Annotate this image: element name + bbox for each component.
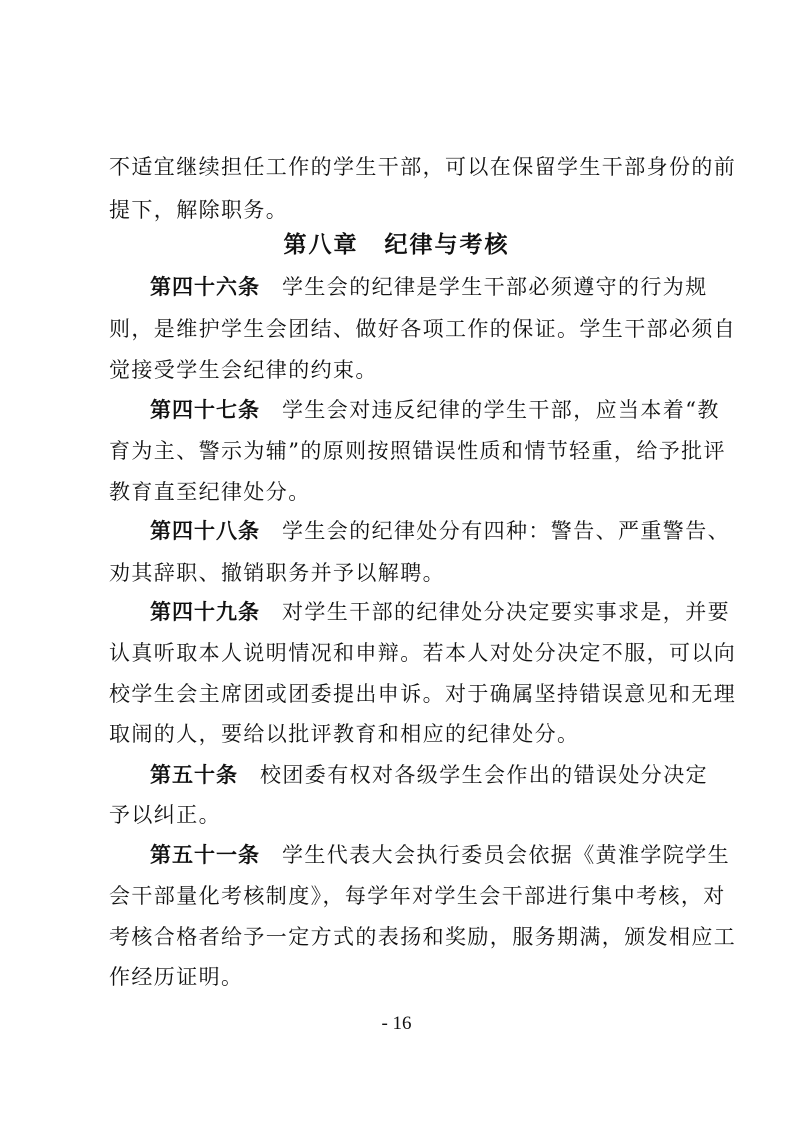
- intro-line-1: 不适宜继续担任工作的学生干部，可以在保留学生干部身份的前: [109, 155, 737, 179]
- chapter-number: 第八章: [283, 232, 359, 258]
- page-number: - 16: [381, 1013, 412, 1034]
- article-47-line-2: 育为主、警示为辅”的原则按照错误性质和情节轻重，给予批评: [109, 439, 726, 463]
- article-text: 学生会的纪律处分有四种：警告、严重警告、: [282, 519, 730, 543]
- article-text: 学生会的纪律是学生干部必须遵守的行为规: [282, 275, 708, 299]
- intro-line-2: 提下，解除职务。: [109, 198, 289, 222]
- article-text: 对学生干部的纪律处分决定要实事求是，并要: [282, 600, 730, 624]
- article-48-line-1: [150, 516, 730, 546]
- article-50-line-1: [150, 760, 708, 790]
- article-51-line-1: [150, 840, 730, 870]
- article-50-line-2: 予以纠正。: [109, 803, 221, 827]
- article-49-line-2: 认真听取本人说明情况和申辩。若本人对处分决定不服，可以向: [109, 641, 737, 665]
- article-label: 第五十一条: [150, 843, 260, 867]
- article-label: 第四十六条: [150, 275, 260, 299]
- article-49-line-1: [150, 597, 730, 627]
- article-46-line-1: [150, 272, 708, 302]
- article-label: 第四十七条: [150, 398, 260, 422]
- article-51-line-2: 会干部量化考核制度》，每学年对学生会干部进行集中考核，对: [109, 884, 726, 908]
- article-label: 第四十九条: [150, 600, 260, 624]
- article-text: 校团委有权对各级学生会作出的错误处分决定: [260, 763, 708, 787]
- article-text: 学生会对违反纪律的学生干部，应当本着“教: [282, 398, 720, 422]
- article-46-line-2: 则，是维护学生会团结、做好各项工作的保证。学生干部必须自: [109, 317, 737, 341]
- article-47-line-1: [150, 395, 720, 425]
- article-51-line-4: 作经历证明。: [109, 965, 244, 989]
- article-label: 第五十条: [150, 763, 238, 787]
- article-49-line-3: 校学生会主席团或团委提出申诉。对于确属坚持错误意见和无理: [109, 682, 737, 706]
- article-text: 学生代表大会执行委员会依据《黄淮学院学生: [282, 843, 730, 867]
- article-46-line-3: 觉接受学生会纪律的约束。: [109, 358, 378, 382]
- chapter-title: 纪律与考核: [384, 232, 510, 258]
- chapter-heading: [0, 230, 793, 260]
- article-48-line-2: 劝其辞职、撤销职务并予以解聘。: [109, 561, 445, 585]
- article-49-line-4: 取闹的人，要给以批评教育和相应的纪律处分。: [109, 722, 580, 746]
- article-47-line-3: 教育直至纪律处分。: [109, 480, 311, 504]
- article-51-line-3: 考核合格者给予一定方式的表扬和奖励，服务期满，颁发相应工: [109, 925, 737, 949]
- article-label: 第四十八条: [150, 519, 260, 543]
